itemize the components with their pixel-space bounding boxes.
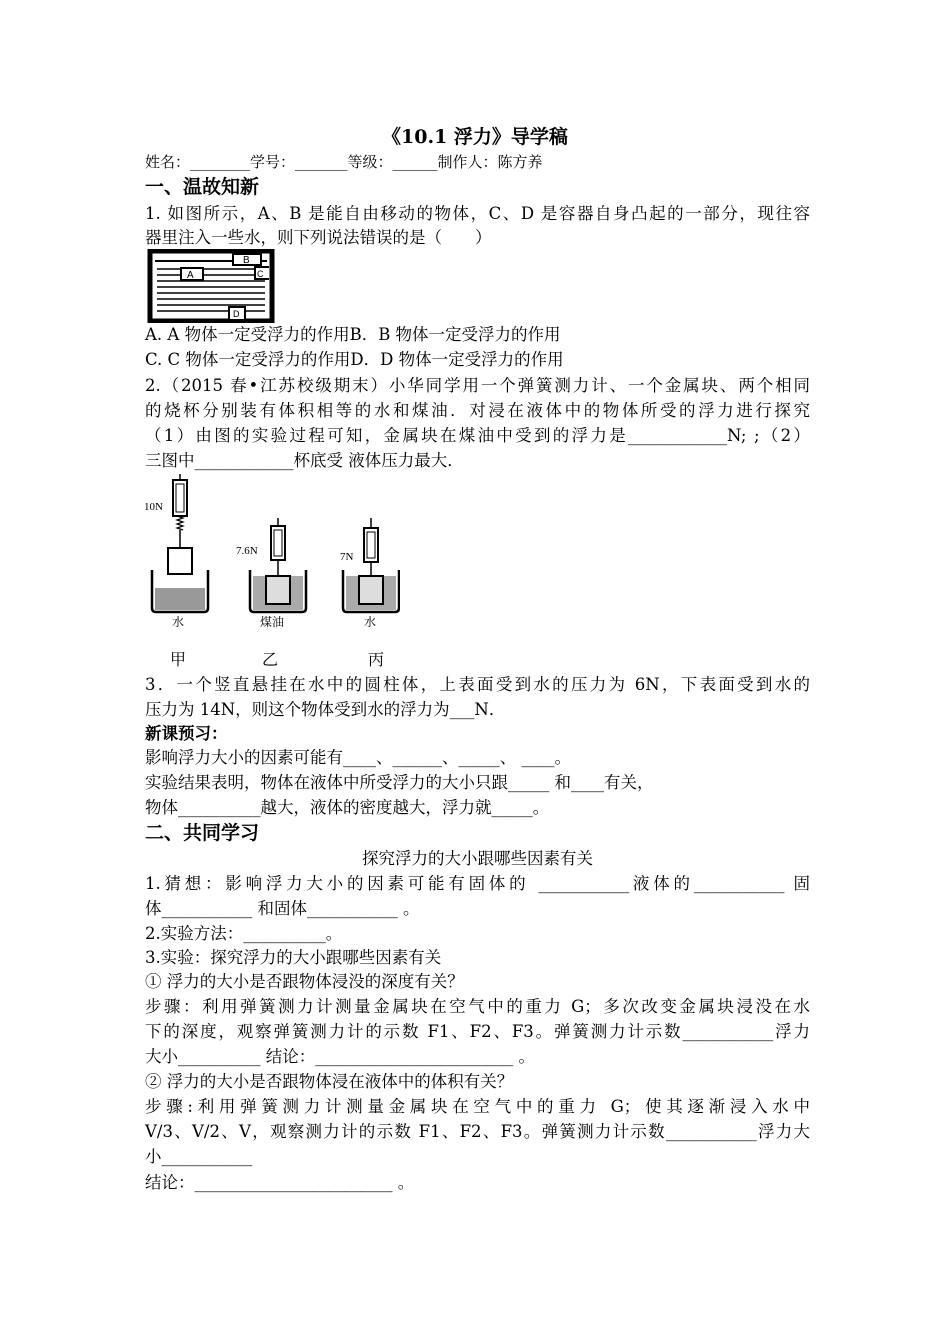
section1-heading: 一、温故知新 bbox=[145, 176, 260, 198]
label-c: C bbox=[257, 269, 264, 279]
caption-yi: 乙 bbox=[262, 650, 279, 669]
q1-option-ab: A. A 物体一定受浮力的作用B．B 物体一定受浮力的作用 bbox=[145, 325, 561, 344]
q2-line3: （1）由图的实验过程可知，金属块在煤油中受到的浮力是____________N; ;（2） bbox=[145, 426, 810, 445]
s2-line3: 2.实验方法：__________。 bbox=[145, 924, 343, 943]
preview-heading: 新课预习： bbox=[145, 724, 228, 743]
liquid-jia: 水 bbox=[172, 615, 185, 629]
liquid-bing: 水 bbox=[364, 615, 377, 629]
spring-scale-figure bbox=[140, 472, 400, 632]
label-a: A bbox=[187, 270, 194, 281]
page-title: 《10.1 浮力》导学稿 bbox=[382, 126, 568, 148]
reading-jia: 10N bbox=[144, 501, 163, 513]
q1-line2: 器里注入一些水，则下列说法错误的是（ ） bbox=[145, 228, 492, 247]
s2-line8: 大小__________ 结论：________________________ 。 bbox=[145, 1047, 535, 1066]
s2-line11: V/3、V/2、V，观察测力计的示数 F1、F2、F3。弹簧测力计示数___________浮力大 bbox=[145, 1122, 810, 1141]
section2-subtitle: 探究浮力的大小跟哪些因素有关 bbox=[362, 849, 593, 868]
preview-line3: 物体__________越大，液体的密度越大，浮力就_____。 bbox=[145, 798, 550, 817]
label-d: D bbox=[233, 309, 240, 319]
section2-heading: 二、共同学习 bbox=[145, 822, 260, 844]
q3-line2: 压力为 14N，则这个物体受到水的浮力为___N． bbox=[145, 700, 506, 719]
s2-line1: 1.猜想：影响浮力大小的因素可能有固体的 ___________液体的___________ 固 bbox=[145, 874, 810, 893]
label-b: B bbox=[243, 255, 250, 266]
container-figure bbox=[147, 249, 275, 323]
q2-line2: 的烧杯分别装有体积相等的水和煤油．对浸在液体中的物体所受的浮力进行探究 bbox=[145, 401, 810, 420]
caption-jia: 甲 bbox=[170, 650, 187, 669]
s2-line2: 体___________ 和固体___________ 。 bbox=[145, 899, 420, 918]
q3-line1: 3．一个竖直悬挂在水中的圆柱体，上表面受到水的压力为 6N，下表面受到水的 bbox=[145, 675, 810, 694]
s2-line9: ② 浮力的大小是否跟物体浸在液体中的体积有关？ bbox=[145, 1072, 514, 1091]
q2-line1: 2.（2015 春•江苏校级期末）小华同学用一个弹簧测力计、一个金属块、两个相同 bbox=[145, 376, 810, 395]
q2-line4: 三图中____________杯底受 液体压力最大． bbox=[145, 451, 464, 470]
reading-bing: 7N bbox=[340, 551, 354, 563]
header-line: 姓名：________学号：_______等级：______制作人：陈方养 bbox=[145, 153, 543, 171]
preview-line2: 实验结果表明，物体在液体中所受浮力的大小只跟_____ 和____有关， bbox=[145, 773, 654, 792]
s2-line6: 步骤：利用弹簧测力计测量金属块在空气中的重力 G；多次改变金属块浸没在水 bbox=[145, 997, 810, 1016]
s2-line13: 结论：________________________ 。 bbox=[145, 1173, 415, 1192]
s2-line7: 下的深度，观察弹簧测力计的示数 F1、F2、F3。弹簧测力计示数___________浮力 bbox=[145, 1022, 810, 1041]
preview-line1: 影响浮力大小的因素可能有____、______、_____、 ____。 bbox=[145, 748, 571, 767]
q1-option-cd: C. C 物体一定受浮力的作用D．D 物体一定受浮力的作用 bbox=[145, 350, 564, 369]
caption-bing: 丙 bbox=[368, 650, 385, 669]
s2-line5: ① 浮力的大小是否跟物体浸没的深度有关？ bbox=[145, 972, 464, 991]
s2-line10: 步骤:利用弹簧测力计测量金属块在空气中的重力 G；使其逐渐浸入水中 bbox=[145, 1097, 810, 1116]
s2-line12: 小___________ bbox=[145, 1147, 253, 1166]
liquid-yi: 煤油 bbox=[260, 615, 285, 629]
reading-yi: 7.6N bbox=[236, 545, 258, 557]
q1-line1: 1. 如图所示，A、B 是能自由移动的物体，C、D 是容器自身凸起的一部分，现往容 bbox=[145, 204, 810, 223]
s2-line4: 3.实验：探究浮力的大小跟哪些因素有关 bbox=[145, 948, 442, 967]
